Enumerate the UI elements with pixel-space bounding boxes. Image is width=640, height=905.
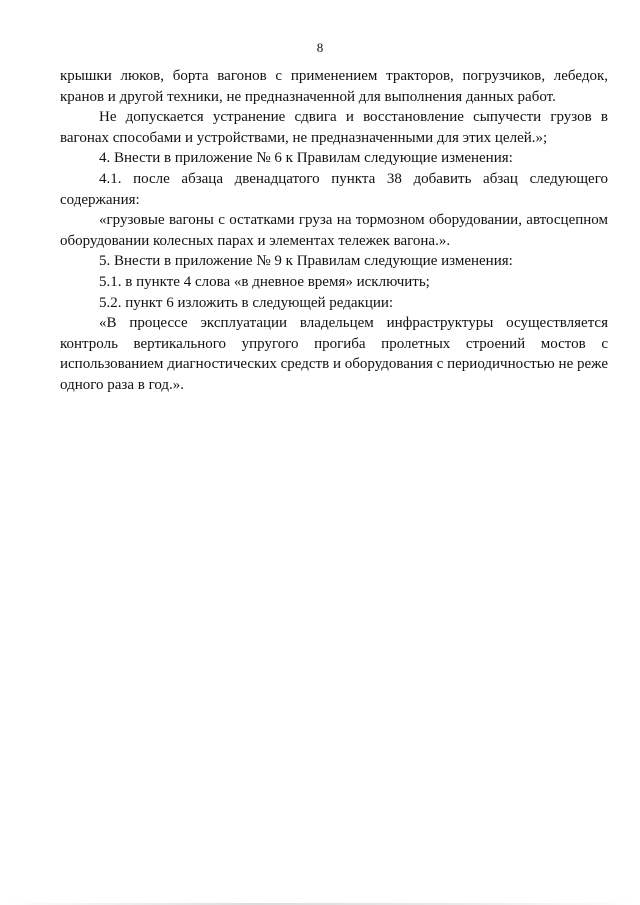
paragraph-item-4-1: 4.1. после абзаца двенадцатого пункта 38 добавить абзац следующего содержания: bbox=[60, 170, 608, 208]
paragraph-item-4: 4. Внести в приложение № 6 к Правилам следующие изменения: bbox=[99, 150, 513, 167]
paragraph-item-5-1: 5.1. в пункте 4 слова «в дневное время» исключить; bbox=[99, 273, 430, 290]
paragraph-item-5-2: 5.2. пункт 6 изложить в следующей редакции: bbox=[99, 294, 394, 311]
paragraph-quote-wagons: «грузовые вагоны с остатками груза на тормозном оборудовании, автосцепном оборудовании колесных парах и элементах тележек вагона.». bbox=[60, 212, 608, 249]
document-body bbox=[60, 66, 608, 396]
paragraph-prohibition: Не допускается устранение сдвига и восстановление сыпучести грузов в вагонах способами и устройствами, не предназначенными для этих целей.»; bbox=[60, 109, 608, 146]
paragraph-quote-bridges: «В процессе эксплуатации владельцем инфраструктуры осуществляется контроль вертикального упругого прогиба пролетных строений мостов с использованием диагностических средств и оборудования с периодичностью не реже одного раза в год.». bbox=[60, 315, 608, 393]
paragraph-continuation: крышки люков, борта вагонов с применением тракторов, погрузчиков, лебедок, кранов и другой техники, не предназначенной для выполнения данных работ. bbox=[60, 68, 608, 105]
page-number: 8 bbox=[316, 40, 324, 55]
paragraph-item-5: 5. Внести в приложение № 9 к Правилам следующие изменения: bbox=[99, 253, 513, 270]
